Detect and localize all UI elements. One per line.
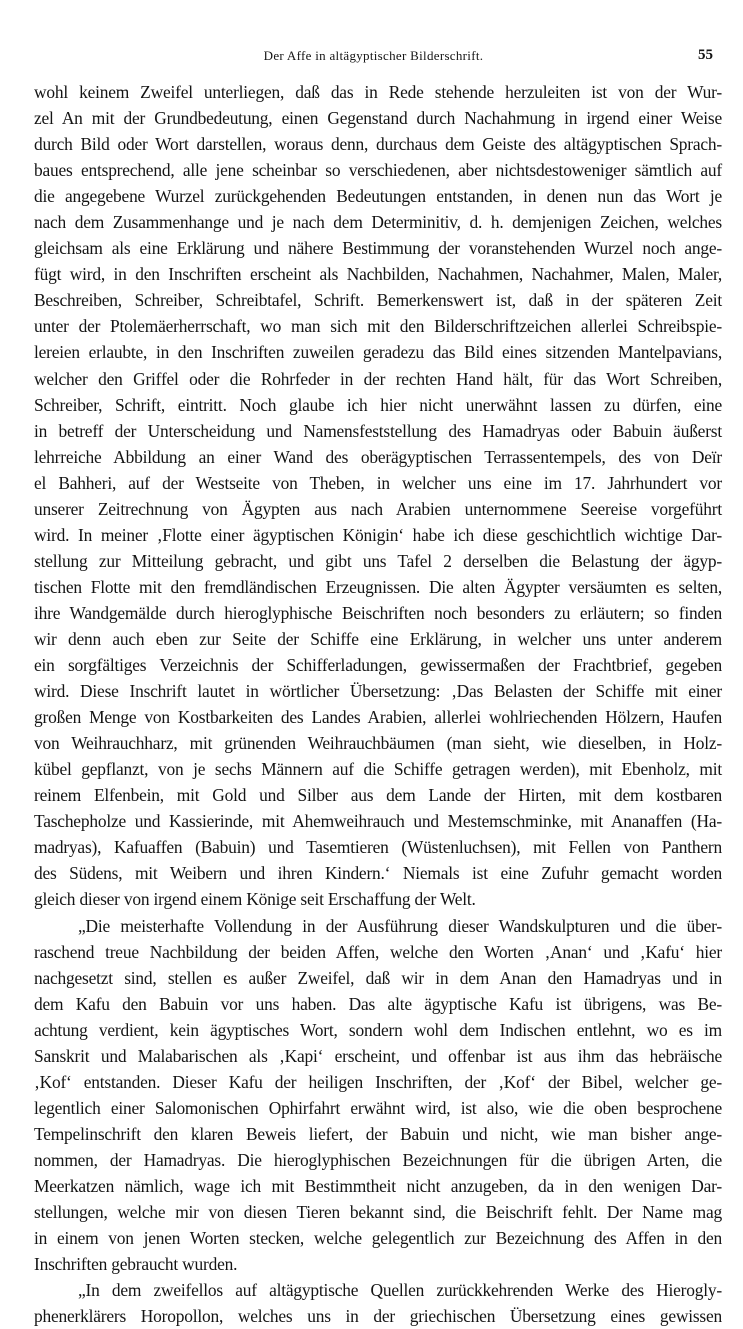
text-line: durch Bild oder Wort darstellen, woraus denn, durchaus dem Geiste des altägyptischen Sprach- <box>34 134 722 155</box>
text-line: wohl keinem Zweifel unterliegen, daß das in Rede stehende herzuleiten ist von der Wur- <box>34 82 722 102</box>
text-line: gleichsam als eine Erklärung und nähere Bestimmung der voranstehenden Wurzel noch ange- <box>34 238 722 259</box>
text-line: baues entsprechend, alle jene scheinbar so verschiedenen, aber nichtsdestoweniger sämtlich auf <box>34 160 722 181</box>
text-line: stellung zur Mitteilung gebracht, und gibt uns Tafel 2 derselben die Belastung der ägyp- <box>34 550 722 571</box>
text-line: Schreiber, Schrift, eintritt. Noch glaube ich hier nicht unerwähnt lassen zu dürfen, eine <box>34 394 722 415</box>
text-line: Taschepholze und Kassierinde, mit Ahemweihrauch und Mestemschminke, mit Ananaffen (Ha- <box>34 811 722 832</box>
text-line: die angegebene Wurzel zurückgehenden Bedeutungen entstanden, in denen nun das Wort je <box>34 186 722 207</box>
running-title: Der Affe in altägyptischer Bilderschrift. <box>263 48 484 63</box>
text-line: lereien erlaubte, in den Inschriften zuweilen geradezu das Bild eines sitzenden Mantelpavians, <box>34 342 722 363</box>
text-line: ‚Kof‘ entstanden. Dieser Kafu der heiligen Inschriften, der ‚Kof‘ der Bibel, welcher ge- <box>34 1071 722 1092</box>
text-line: Inschriften gebraucht wurden. <box>34 1254 238 1275</box>
text-line: nachgesetzt sind, stellen es außer Zweifel, daß wir in dem Anan den Hamadryas und in <box>34 967 722 988</box>
text-line: stellungen, welche mir von diesen Tieren bekannt sind, die Beischrift fehlt. Der Name mag <box>34 1202 722 1223</box>
text-line: wir denn auch eben zur Seite der Schiffe eine Erklärung, in welcher uns unter anderem <box>34 628 722 649</box>
text-line: unserer Zeitrechnung von Ägypten aus nach Arabien unternommene Seereise vorgeführt <box>34 498 722 519</box>
text-line: „In dem zweifellos auf altägyptische Quellen zurückkehrenden Werke des Hierogly- <box>78 1280 722 1301</box>
text-line: dem Kafu den Babuin vor uns haben. Das alte ägyptische Kafu ist übrigens, was Be- <box>34 993 722 1014</box>
text-line: ein sorgfältiges Verzeichnis der Schifferladungen, gewissermaßen der Frachtbrief, gegeben <box>34 655 722 676</box>
text-line: phenerklärers Horopollon, welches uns in der griechischen Übersetzung eines gewissen <box>34 1306 722 1327</box>
text-line: Tempelinschrift den klaren Beweis liefert, der Babuin und nicht, wie man bisher ange- <box>34 1123 722 1144</box>
text-line: tischen Flotte mit den fremdländischen Erzeugnissen. Die alten Ägypter versäumten es selten, <box>34 576 722 597</box>
text-line: gleich dieser von irgend einem Könige seit Erschaffung der Welt. <box>34 889 476 910</box>
text-line: wird. In meiner ‚Flotte einer ägyptischen Königin‘ habe ich diese geschichtlich wichtige Dar- <box>34 524 722 545</box>
body-text <box>34 79 722 1329</box>
text-line: in betreff der Unterscheidung und Namensfeststellung des Hamadryas oder Babuin äußerst <box>34 420 722 441</box>
text-line: Meerkatzen nämlich, wage ich mit Bestimmtheit nicht anzugeben, da in den wenigen Dar- <box>34 1175 722 1196</box>
text-line: welcher den Griffel oder die Rohrfeder in der rechten Hand hält, für das Wort Schreiben, <box>34 368 722 389</box>
text-line: achtung verdient, kein ägyptisches Wort, sondern wohl dem Indischen entlehnt, wo es im <box>34 1019 722 1040</box>
text-line: el Bahheri, auf der Westseite von Theben, in welcher uns eine im 17. Jahrhundert vor <box>34 472 722 493</box>
text-line: ihre Wandgemälde durch hieroglyphische Beischriften noch besonders zu erläutern; so finden <box>34 602 722 623</box>
text-line: raschend treue Nachbildung der beiden Affen, welche den Worten ‚Anan‘ und ‚Kafu‘ hier <box>34 941 722 962</box>
page-number: 55 <box>698 47 713 63</box>
text-line: unter der Ptolemäerherrschaft, wo man sich mit den Bilderschriftzeichen allerlei Schreibspie- <box>34 316 722 337</box>
text-line: wird. Diese Inschrift lautet in wörtlicher Übersetzung: ‚Das Belasten der Schiffe mit einer <box>34 681 722 702</box>
text-line: zel An mit der Grundbedeutung, einen Gegenstand durch Nachahmung in irgend einer Weise <box>34 108 722 129</box>
text-line: madryas), Kafuaffen (Babuin) und Tasemtieren (Wüstenluchsen), mit Fellen von Panthern <box>34 837 722 858</box>
text-line: nommen, der Hamadryas. Die hieroglyphischen Bezeichnungen für die übrigen Arten, die <box>34 1149 722 1170</box>
text-line: legentlich einer Salomonischen Ophirfahrt erwähnt wird, ist also, wie die oben besprochene <box>34 1097 722 1118</box>
text-line: von Weihrauchharz, mit grünenden Weihrauchbäumen (man sieht, wie dieselben, in Holz- <box>34 733 722 754</box>
text-line: des Südens, mit Weibern und ihren Kindern.‘ Niemals ist eine Zufuhr gemacht worden <box>34 863 722 884</box>
text-line: reinem Elfenbein, mit Gold und Silber aus dem Lande der Hirten, mit dem kostbaren <box>34 785 722 806</box>
page-header <box>34 48 713 70</box>
text-line: „Die meisterhafte Vollendung in der Ausführung dieser Wandskulpturen und die über- <box>78 915 722 936</box>
text-line: nach dem Zusammenhange und je nach dem Determinitiv, d. h. demjenigen Zeichen, welches <box>34 212 722 233</box>
text-line: Sanskrit und Malabarischen als ‚Kapi‘ erscheint, und offenbar ist aus ihm das hebräische <box>34 1045 722 1066</box>
text-line: Beschreiben, Schreiber, Schreibtafel, Schrift. Bemerkenswert ist, daß in der späteren Zeit <box>34 290 722 311</box>
text-line: fügt wird, in den Inschriften erscheint als Nachbilden, Nachahmen, Nachahmer, Malen, Maler, <box>34 264 722 285</box>
text-line: in einem von jenen Worten stecken, welche gelegentlich zur Bezeichnung des Affen in den <box>34 1228 722 1249</box>
text-line: großen Menge von Kostbarkeiten des Landes Arabien, allerlei wohlriechenden Hölzern, Haufen <box>34 707 722 728</box>
text-line: lehrreiche Abbildung an einer Wand des oberägyptischen Terrassentempels, des von Deïr <box>34 446 722 467</box>
text-line: kübel gepflanzt, von je sechs Männern auf die Schiffe getragen werden), mit Ebenholz, mit <box>34 759 722 780</box>
